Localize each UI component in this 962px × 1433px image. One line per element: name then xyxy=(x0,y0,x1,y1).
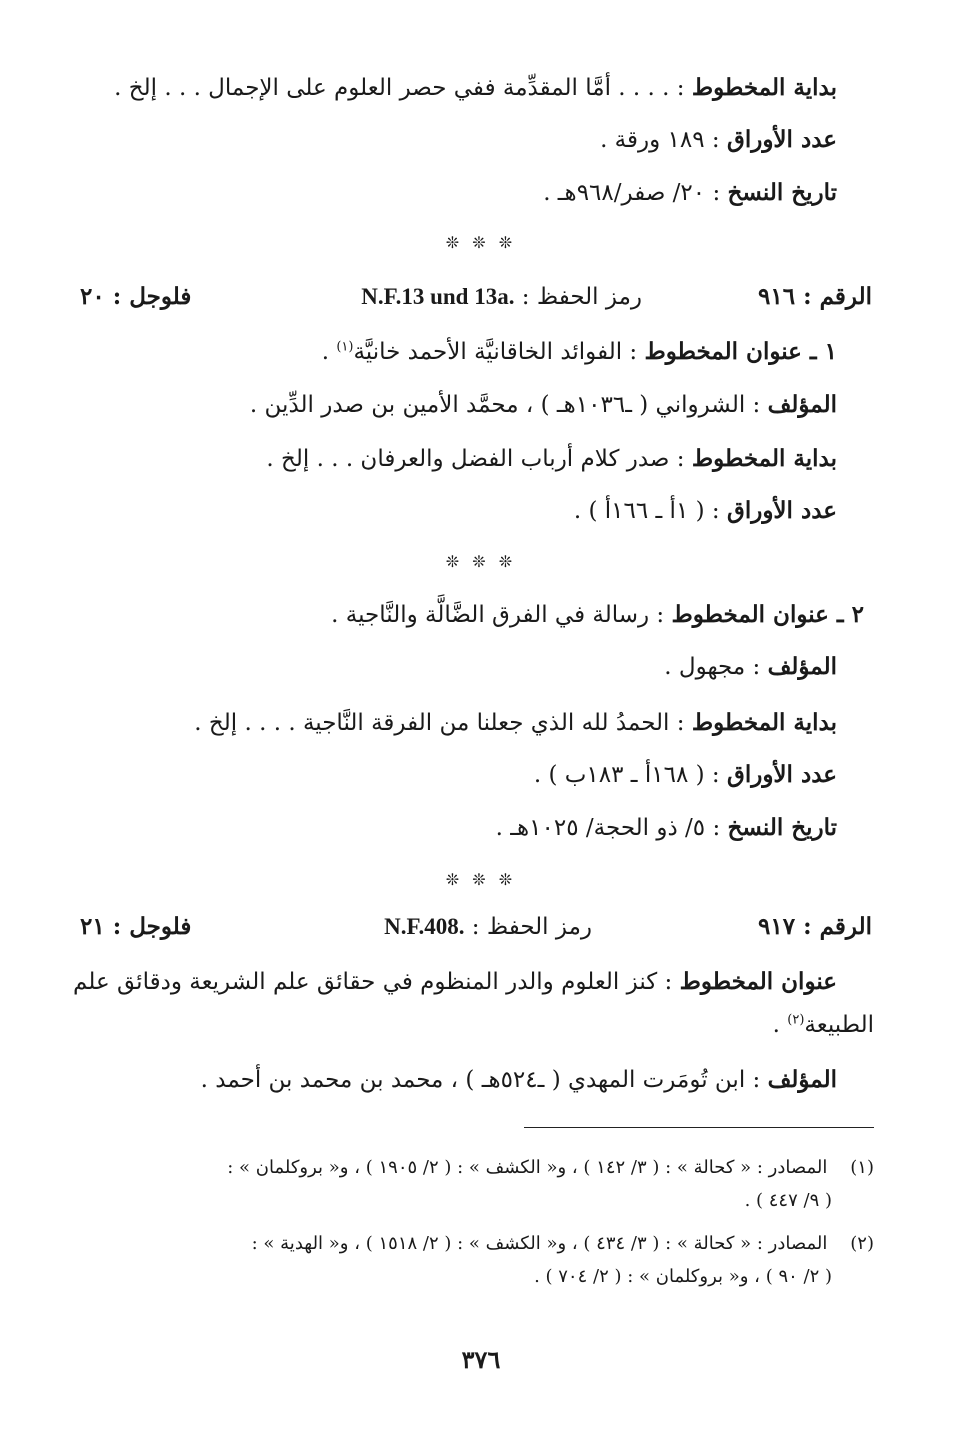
field-value: : ( ١أ ـ ١٦٦أ ) . xyxy=(573,498,720,524)
prev-incipit-line xyxy=(114,73,837,103)
entry-number-text: الرقم : ٩١٦ xyxy=(758,283,872,310)
field-value: : الحمدُ لله الذي جعلنا من الفرقة النَّاجية . . . . إلخ . xyxy=(194,710,685,736)
field-label: عنوان المخطوط xyxy=(679,968,837,995)
shelfmark-value: N.F.13 und 13a. xyxy=(361,284,515,309)
page-number: ٣٧٦ xyxy=(461,1345,501,1374)
field-label: ١ ـ عنوان المخطوط xyxy=(644,338,837,365)
field-label: عدد الأوراق xyxy=(726,761,837,788)
separator: ❊ ❊ ❊ xyxy=(445,233,517,252)
item1-author-line xyxy=(250,390,837,420)
item1-folios-line xyxy=(574,496,837,526)
field-value: : كنز العلوم والدر المنظوم في حقائق علم الشريعة ودقائق علم xyxy=(73,969,673,995)
entry-number-text: الرقم : ٩١٧ xyxy=(758,913,872,940)
prev-copy-date-line xyxy=(543,178,837,208)
footnote-text: المصادر : « كحالة » : ( ٣/ ١٤٢ ) ، و« الكشف » : ( ٢/ ١٩٠٥ ) ، و« بروكلمان » : xyxy=(227,1157,828,1178)
item1-incipit-line xyxy=(266,444,837,474)
field-label: بداية المخطوط xyxy=(691,709,837,736)
footnote-ref: (١) xyxy=(336,339,354,355)
field-value: : . . . . أمَّا المقدِّمة ففي حصر العلوم على الإجمال . . . إلخ . xyxy=(114,75,685,101)
footnote-text: المصادر : « كحالة » : ( ٣/ ٤٣٤ ) ، و« الكشف » : ( ٢/ ١٥١٨ ) ، و« الهدية » : xyxy=(251,1233,828,1254)
field-label: عدد الأوراق xyxy=(726,497,837,524)
field-label: المؤلف xyxy=(767,653,837,680)
shelfmark-value: N.F.408. xyxy=(384,914,465,939)
shelfmark xyxy=(361,282,642,312)
item2-folios-line xyxy=(534,760,837,790)
item2-title-line xyxy=(331,600,864,630)
footnote-2-line2: ( ٢/ ٩٠ ) ، و« بروكلمان » : ( ٢/ ٧٠٤ ) . xyxy=(534,1266,832,1287)
entry917-author-line xyxy=(201,1065,837,1095)
entry-number xyxy=(758,912,872,942)
footnote-marker: (١) xyxy=(850,1157,874,1178)
field-value: : ٥/ ذو الحجة/ ١٠٢٥هـ . xyxy=(495,815,721,841)
field-value: : ( ١٦٨أ ـ ١٨٣ب ) . xyxy=(533,762,720,788)
shelfmark-label: رمز الحفظ : xyxy=(521,284,642,310)
separator: ❊ ❊ ❊ xyxy=(445,552,517,571)
field-value: الطبيعة xyxy=(804,1012,874,1038)
field-end: . xyxy=(772,1012,788,1038)
footnote-marker: (٢) xyxy=(850,1233,874,1254)
footnote-rule xyxy=(524,1127,874,1128)
fluegel-number: فلوجل : ٢٠ xyxy=(80,283,192,310)
field-value: : ابن تُومَرت المهدي ( ـ٥٢٤هـ ) ، محمد بن محمد بن أحمد . xyxy=(200,1067,761,1093)
field-value: : مجهول . xyxy=(664,654,761,680)
shelfmark xyxy=(384,912,592,942)
field-value: : الشرواني ( ـ١٠٣٦هـ ) ، محمَّد الأمين بن صدر الدِّين . xyxy=(249,392,761,418)
field-label: عدد الأوراق xyxy=(726,126,837,153)
field-end: . xyxy=(321,339,337,365)
prev-folios-line xyxy=(600,125,837,155)
field-value: : الفوائد الخاقانيَّة الأحمد خانيَّة xyxy=(353,339,638,365)
field-label: تاريخ النسخ xyxy=(727,179,837,206)
footnote-1-line1 xyxy=(227,1155,874,1181)
footnote-1-line2: ( ٩/ ٤٤٧ ) . xyxy=(744,1190,832,1211)
field-label: بداية المخطوط xyxy=(691,445,837,472)
entry917-title-line2 xyxy=(773,1010,874,1040)
item1-title-line xyxy=(322,337,837,367)
field-value: : رسالة في الفرق الضَّالَّة والنَّاجية . xyxy=(331,602,665,628)
field-label: المؤلف xyxy=(767,391,837,418)
item2-author-line xyxy=(664,652,837,682)
separator: ❊ ❊ ❊ xyxy=(445,870,517,889)
footnote-2-line1 xyxy=(252,1231,874,1257)
field-value: : صدر كلام أرباب الفضل والعرفان . . . إلخ . xyxy=(266,446,685,472)
field-value: : ٢٠/ صفر/٩٦٨هـ . xyxy=(543,180,721,206)
field-label: المؤلف xyxy=(767,1066,837,1093)
fluegel-number: فلوجل : ٢١ xyxy=(80,913,192,940)
field-label: ٢ ـ عنوان المخطوط xyxy=(671,601,864,628)
shelfmark-label: رمز الحفظ : xyxy=(471,914,592,940)
field-label: تاريخ النسخ xyxy=(727,814,837,841)
entry-number xyxy=(758,282,872,312)
field-label: بداية المخطوط xyxy=(691,74,837,101)
item2-incipit-line xyxy=(194,708,837,738)
entry917-title-line1 xyxy=(73,967,837,997)
item2-copy-date-line xyxy=(496,813,837,843)
field-value: : ١٨٩ ورقة . xyxy=(600,127,720,153)
footnote-ref: (٢) xyxy=(787,1012,805,1028)
